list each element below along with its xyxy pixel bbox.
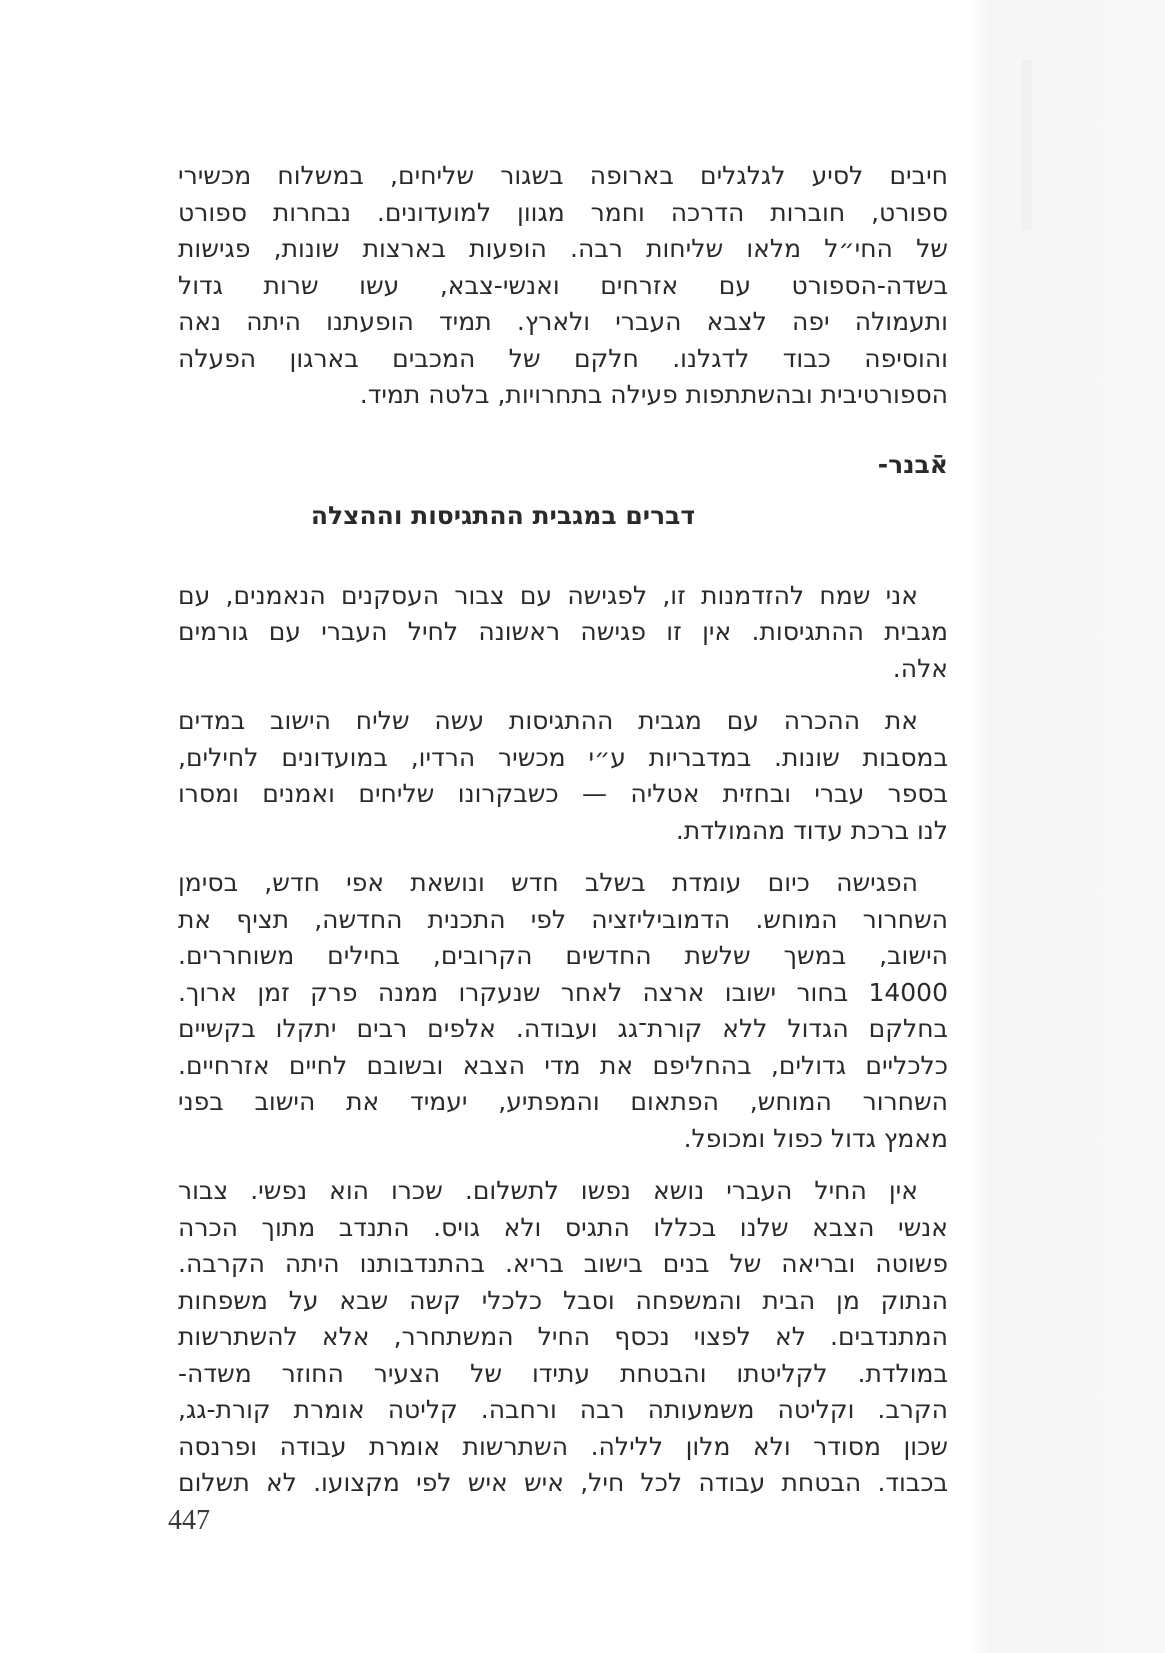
text-line: מגבית ההתגיסות. אין זו פגישה ראשונה לחיל העברי עם גורמים bbox=[178, 617, 948, 646]
text-line: בשדה-הספורט עם אזרחים ואנשי-צבא, עשו שרות גדול bbox=[178, 270, 948, 300]
text-line: הספורטיבית ובהשתתפות פעילה בתחרויות, בלטה תמיד. bbox=[359, 380, 948, 409]
text-line: 14000 בחור ישובו ארצה לאחר שנעקרו ממנה פרק זמן ארוך. bbox=[178, 977, 948, 1007]
text-line: אני שמח להזדמנות זו, לפגישה עם צבור העסקנים הנאמנים, עם bbox=[178, 580, 918, 610]
text-line: ותעמולה יפה לצבא העברי ולארץ. תמיד הופעתנו היתה נאה bbox=[178, 307, 948, 336]
text-line: והוסיפה כבוד לדגלנו. חלקם של המכבים בארגון הפעלה bbox=[178, 343, 948, 373]
text-line: כלכליים גדולים, בהחליפם את מדי הצבא ובשובם לחיים אזרחיים. bbox=[178, 1050, 948, 1080]
page-body bbox=[178, 158, 948, 1518]
paragraph bbox=[178, 703, 948, 849]
text-line: מאמץ גדול כפול ומכופל. bbox=[683, 1123, 948, 1153]
text-line: במולדת. לקליטתו והבטחת עתידו של הצעיר החוזר משדה- bbox=[178, 1358, 948, 1388]
intro-paragraph bbox=[178, 158, 948, 414]
text-line: של החי״ל מלאו שליחות רבה. הופעות בארצות שונות, פגישות bbox=[178, 234, 948, 263]
text-line: השחרור המוחש. הדמוביליזציה לפי התכנית החדשה, תציף את bbox=[178, 904, 948, 934]
text-line: לנו ברכת עדוד מהמולדת. bbox=[675, 815, 948, 845]
text-line: במסבות שונות. במדבריות ע״י מכשיר הרדיו, במועדונים לחילים, bbox=[178, 742, 948, 772]
text-line: הפגישה כיום עומדת בשלב חדש ונושאת אפי חדש, בסימן bbox=[178, 868, 918, 897]
text-line: בכבוד. הבטחת עבודה לכל חיל, איש איש לפי מקצועו. לא תשלום bbox=[178, 1468, 948, 1497]
section-heading: דברים במגבית ההתגיסות וההצלה bbox=[310, 500, 696, 530]
text-line: אנשי הצבא שלנו בכללו התגיס ולא גויס. התנדב מתוך הכרה bbox=[178, 1212, 948, 1242]
text-line: המתנדבים. לא לפצוי נכסף החיל המשתחרר, אלא להשתרשות bbox=[178, 1322, 948, 1351]
paragraph bbox=[178, 578, 948, 688]
paragraph bbox=[178, 1173, 948, 1502]
text-line: השחרור המוחש, הפתאום והמפתיע, יעמיד את הישוב בפני bbox=[178, 1087, 948, 1116]
paragraph bbox=[178, 865, 948, 1157]
text-line: שכון מסודר ולא מלון ללילה. השתרשות אומרת עבודה ופרנסה bbox=[178, 1431, 948, 1461]
author-signature: אֿבנר- bbox=[877, 449, 948, 479]
text-line: הישוב, במשך שלשת החדשים הקרובים, בחילים משוחררים. bbox=[178, 941, 948, 970]
page-number: 447 bbox=[168, 1505, 210, 1536]
text-line: בספר עברי ובחזית אטליה — כשבקרונו שליחים ואמנים ומסרו bbox=[178, 779, 948, 808]
text-line: חיבים לסיע לגלגלים בארופה בשגור שליחים, במשלוח מכשירי bbox=[178, 161, 948, 190]
text-line: את ההכרה עם מגבית ההתגיסות עשה שליח הישוב במדים bbox=[178, 706, 918, 735]
scan-artifact bbox=[1022, 60, 1032, 230]
scan-edge-shadow bbox=[970, 0, 1165, 1653]
text-line: הנתוק מן הבית והמשפחה וסבל כלכלי קשה שבא על משפחות bbox=[178, 1285, 948, 1315]
text-line: אין החיל העברי נושא נפשו לתשלום. שכרו הוא נפשי. צבור bbox=[178, 1176, 918, 1205]
text-line: אלה. bbox=[892, 653, 948, 683]
text-line: הקרב. וקליטה משמעותה רבה ורחבה. קליטה אומרת קורת-גג, bbox=[178, 1395, 948, 1424]
text-line: פשוטה ובריאה של בנים בישוב בריא. בהתנדבותנו היתה הקרבה. bbox=[178, 1249, 948, 1278]
text-line: ספורט, חוברות הדרכה וחמר מגוון למועדונים. נבחרות ספורט bbox=[178, 197, 948, 227]
text-line: בחלקם הגדול ללא קורת־גג ועבודה. אלפים רבים יתקלו בקשיים bbox=[178, 1014, 948, 1043]
